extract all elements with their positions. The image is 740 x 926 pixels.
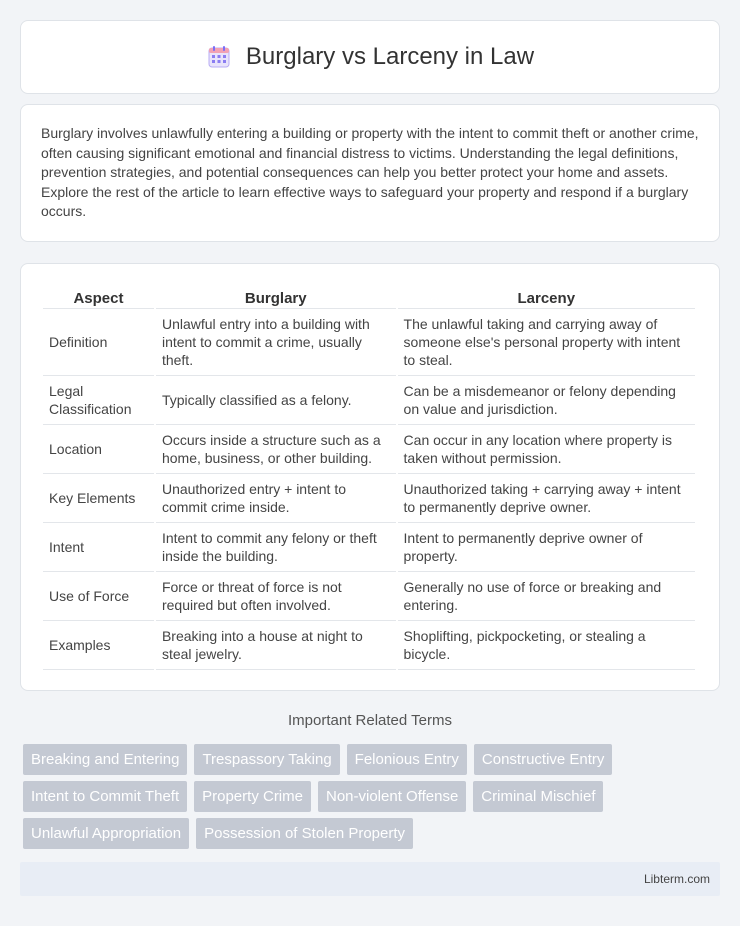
related-term-tag[interactable]: Felonious Entry xyxy=(347,744,467,775)
aspect-cell: Intent xyxy=(43,523,154,572)
related-term-tag[interactable]: Unlawful Appropriation xyxy=(23,818,189,849)
burglary-cell: Force or threat of force is not required but often involved. xyxy=(156,572,396,621)
related-term-tag[interactable]: Breaking and Entering xyxy=(23,744,187,775)
aspect-cell: Definition xyxy=(43,309,154,376)
column-header-larceny: Larceny xyxy=(398,284,695,309)
related-term-tag[interactable]: Criminal Mischief xyxy=(473,781,603,812)
burglary-cell: Unauthorized entry + intent to commit crime inside. xyxy=(156,474,396,523)
table-row xyxy=(43,376,695,425)
larceny-cell: Unauthorized taking + carrying away + intent to permanently deprive owner. xyxy=(398,474,695,523)
larceny-cell: Generally no use of force or breaking and entering. xyxy=(398,572,695,621)
related-terms-list xyxy=(23,744,723,855)
larceny-cell: Can be a misdemeanor or felony depending on value and jurisdiction. xyxy=(398,376,695,425)
burglary-cell: Occurs inside a structure such as a home, business, or other building. xyxy=(156,425,396,474)
intro-card xyxy=(20,104,720,242)
aspect-cell: Examples xyxy=(43,621,154,670)
table-row xyxy=(43,474,695,523)
related-term-tag[interactable]: Intent to Commit Theft xyxy=(23,781,187,812)
larceny-cell: Intent to permanently deprive owner of property. xyxy=(398,523,695,572)
page-title: Burglary vs Larceny in Law xyxy=(245,43,535,70)
table-row xyxy=(43,309,695,376)
burglary-cell: Breaking into a house at night to steal jewelry. xyxy=(156,621,396,670)
tag-row xyxy=(23,744,723,775)
burglary-cell: Typically classified as a felony. xyxy=(156,376,396,425)
column-header-aspect: Aspect xyxy=(43,284,154,309)
comparison-table xyxy=(41,284,697,670)
comparison-table-card xyxy=(20,263,720,691)
burglary-cell: Intent to commit any felony or theft inside the building. xyxy=(156,523,396,572)
footer xyxy=(20,862,720,896)
table-row xyxy=(43,572,695,621)
related-term-tag[interactable]: Non-violent Offense xyxy=(318,781,466,812)
table-row xyxy=(43,621,695,670)
column-header-burglary: Burglary xyxy=(156,284,396,309)
footer-site-link[interactable]: Libterm.com xyxy=(643,872,710,886)
larceny-cell: The unlawful taking and carrying away of someone else's personal property with intent to steal. xyxy=(398,309,695,376)
related-term-tag[interactable]: Property Crime xyxy=(194,781,311,812)
tag-row xyxy=(23,818,723,849)
larceny-cell: Shoplifting, pickpocketing, or stealing a bicycle. xyxy=(398,621,695,670)
related-term-tag[interactable]: Possession of Stolen Property xyxy=(196,818,413,849)
related-term-tag[interactable]: Constructive Entry xyxy=(474,744,613,775)
related-terms-title: Important Related Terms xyxy=(288,712,452,729)
aspect-cell: Use of Force xyxy=(43,572,154,621)
aspect-cell: Key Elements xyxy=(43,474,154,523)
calendar-icon xyxy=(206,44,232,70)
aspect-cell: Legal Classification xyxy=(43,376,154,425)
larceny-cell: Can occur in any location where property is taken without permission. xyxy=(398,425,695,474)
aspect-cell: Location xyxy=(43,425,154,474)
header-card xyxy=(20,20,720,94)
intro-text: Burglary involves unlawfully entering a building or property with the intent to commit theft or another crime, often causing significant emotional and financial distress to victims. Understanding the legal definitions, prevention strategies, and potential consequences can help you better protect your home and assets. Explore the rest of the article to learn effective ways to safeguard your property and respond if a burglary occurs. xyxy=(41,125,699,219)
burglary-cell: Unlawful entry into a building with intent to commit a crime, usually theft. xyxy=(156,309,396,376)
table-header-row xyxy=(43,284,695,309)
tag-row xyxy=(23,781,723,812)
table-row xyxy=(43,523,695,572)
related-term-tag[interactable]: Trespassory Taking xyxy=(194,744,339,775)
table-row xyxy=(43,425,695,474)
